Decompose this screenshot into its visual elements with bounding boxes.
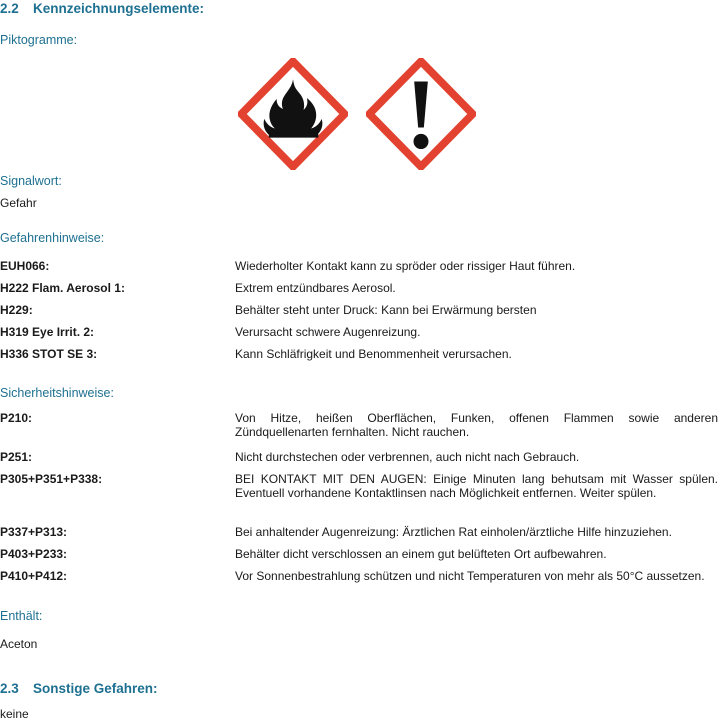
pictogram-row — [238, 58, 476, 170]
hazard-code: H336 STOT SE 3: — [0, 347, 98, 361]
section-title: Kennzeichnungselemente: — [33, 1, 205, 16]
precaution-row — [0, 569, 718, 583]
precaution-row — [0, 450, 718, 464]
precaution-row — [0, 411, 718, 439]
hazard-row — [0, 281, 718, 295]
signalwort-label: Signalwort: — [0, 174, 62, 188]
hazard-row — [0, 347, 718, 361]
precaution-code: P251: — [0, 450, 33, 464]
signalwort-value: Gefahr — [0, 196, 37, 210]
hazard-text: Behälter steht unter Druck: Kann bei Erwärmung bersten — [235, 303, 537, 317]
precaution-text: Bei anhaltender Augenreizung: Ärztlichen Rat einholen/ärztliche Hilfe hinzuziehen. — [235, 525, 672, 539]
sicherheitshinweise-label: Sicherheitshinweise: — [0, 386, 114, 400]
enthaelt-label: Enthält: — [0, 609, 43, 623]
hazard-code: H222 Flam. Aerosol 1: — [0, 281, 125, 295]
precaution-text: Vor Sonnenbestrahlung schützen und nicht Temperaturen von mehr als 50°C aussetzen. — [235, 569, 705, 583]
hazard-code: H229: — [0, 303, 33, 317]
hazard-row — [0, 303, 718, 317]
precaution-text: Von Hitze, heißen Oberflächen, Funken, offenen Flammen sowie anderen Zündquellenarten fernhalten. Nicht rauchen. — [235, 411, 718, 439]
section-title: Sonstige Gefahren: — [33, 681, 158, 696]
flame-icon — [238, 58, 348, 170]
gefahrenhinweise-label: Gefahrenhinweise: — [0, 231, 105, 245]
precaution-text: Behälter dicht verschlossen an einem gut belüfteten Ort aufbewahren. — [235, 547, 607, 561]
precaution-code: P210: — [0, 411, 33, 425]
hazard-code: EUH066: — [0, 259, 50, 273]
sonstige-gefahren-value: keine — [0, 707, 29, 719]
piktogramme-label: Piktogramme: — [0, 33, 78, 47]
hazard-row — [0, 325, 718, 339]
section-number: 2.3 — [0, 681, 19, 696]
hazard-text: Wiederholter Kontakt kann zu spröder oder rissiger Haut führen. — [235, 259, 576, 273]
precaution-code: P403+P233: — [0, 547, 68, 561]
hazard-code: H319 Eye Irrit. 2: — [0, 325, 95, 339]
precaution-text: BEI KONTAKT MIT DEN AUGEN: Einige Minuten lang behutsam mit Wasser spülen. Eventuell vorhandene Kontaktlinsen nach Möglichkeit entfernen. Weiter spülen. — [235, 472, 718, 500]
hazard-text: Extrem entzündbares Aerosol. — [235, 281, 396, 295]
precaution-row — [0, 525, 718, 539]
precaution-code: P410+P412: — [0, 569, 68, 583]
hazard-text: Verursacht schwere Augenreizung. — [235, 325, 421, 339]
exclamation-mark-icon — [366, 58, 476, 170]
precaution-row — [0, 472, 718, 500]
hazard-row — [0, 259, 718, 273]
section-heading-2-3 — [0, 681, 158, 696]
enthaelt-value: Aceton — [0, 637, 38, 651]
precaution-row — [0, 547, 718, 561]
precaution-text: Nicht durchstechen oder verbrennen, auch nicht nach Gebrauch. — [235, 450, 580, 464]
section-number: 2.2 — [0, 1, 19, 16]
section-heading-2-2 — [0, 1, 204, 16]
precaution-code: P337+P313: — [0, 525, 68, 539]
hazard-text: Kann Schläfrigkeit und Benommenheit verursachen. — [235, 347, 512, 361]
precaution-code: P305+P351+P338: — [0, 472, 103, 486]
